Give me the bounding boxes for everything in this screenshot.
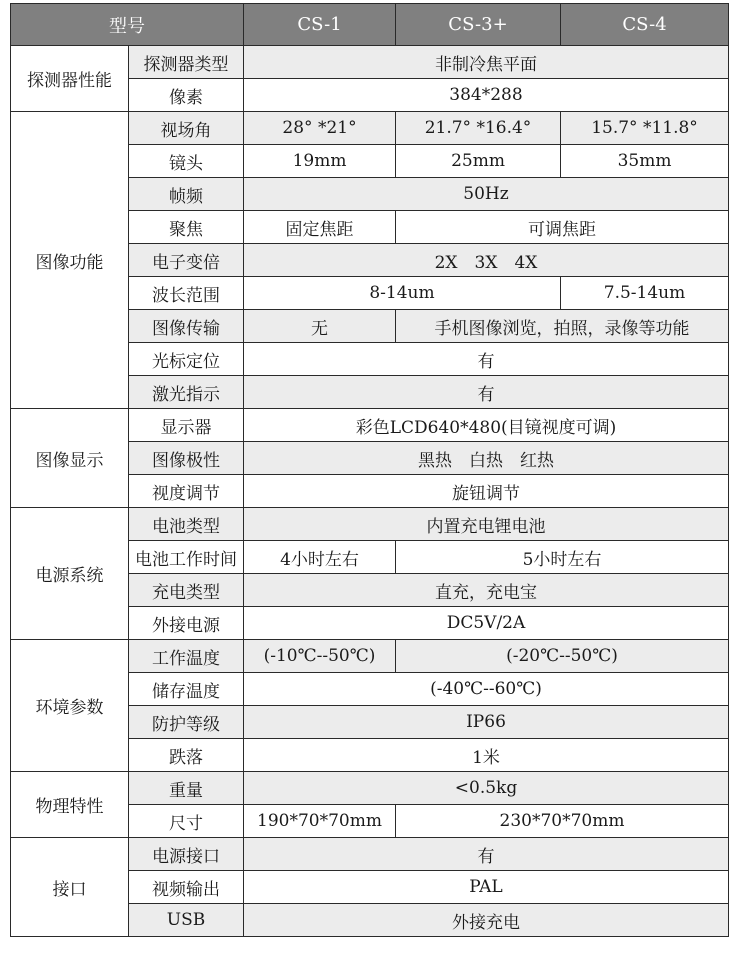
value-cell: 7.5-14um bbox=[561, 277, 729, 310]
param-label: 储存温度 bbox=[129, 673, 244, 706]
param-label: 工作温度 bbox=[129, 640, 244, 673]
header-model-cs3plus: CS-3+ bbox=[396, 4, 561, 46]
value-cell: 21.7° *16.4° bbox=[396, 112, 561, 145]
param-label: 充电类型 bbox=[129, 574, 244, 607]
category-interface: 接口 bbox=[11, 838, 129, 937]
value-cell: 彩色LCD640*480(目镜视度可调) bbox=[244, 409, 729, 442]
category-physical: 物理特性 bbox=[11, 772, 129, 838]
param-label: 电池类型 bbox=[129, 508, 244, 541]
param-label: 波长范围 bbox=[129, 277, 244, 310]
value-cell: 有 bbox=[244, 343, 729, 376]
value-cell: 手机图像浏览，拍照，录像等功能 bbox=[396, 310, 729, 343]
value-cell: 无 bbox=[244, 310, 396, 343]
category-imaging: 图像功能 bbox=[11, 112, 129, 409]
table-row bbox=[11, 838, 729, 871]
value-cell: 可调焦距 bbox=[396, 211, 729, 244]
param-label: 图像传输 bbox=[129, 310, 244, 343]
value-cell: (-10℃--50℃) bbox=[244, 640, 396, 673]
param-label: 尺寸 bbox=[129, 805, 244, 838]
value-cell: <0.5kg bbox=[244, 772, 729, 805]
param-label: 视场角 bbox=[129, 112, 244, 145]
param-label: 镜头 bbox=[129, 145, 244, 178]
value-cell: 190*70*70mm bbox=[244, 805, 396, 838]
param-label: 显示器 bbox=[129, 409, 244, 442]
value-cell: 384*288 bbox=[244, 79, 729, 112]
category-display: 图像显示 bbox=[11, 409, 129, 508]
param-label: 电子变倍 bbox=[129, 244, 244, 277]
header-row bbox=[11, 4, 729, 46]
table-row bbox=[11, 112, 729, 145]
value-cell: 4小时左右 bbox=[244, 541, 396, 574]
value-cell: 黑热 白热 红热 bbox=[244, 442, 729, 475]
param-label: 光标定位 bbox=[129, 343, 244, 376]
value-cell: 2X 3X 4X bbox=[244, 244, 729, 277]
param-label: 跌落 bbox=[129, 739, 244, 772]
value-cell: 外接充电 bbox=[244, 904, 729, 937]
table-row bbox=[11, 409, 729, 442]
spec-table-container bbox=[10, 3, 729, 937]
category-detector: 探测器性能 bbox=[11, 46, 129, 112]
value-cell: 19mm bbox=[244, 145, 396, 178]
value-cell: DC5V/2A bbox=[244, 607, 729, 640]
header-model-cs1: CS-1 bbox=[244, 4, 396, 46]
value-cell: IP66 bbox=[244, 706, 729, 739]
header-model-label: 型号 bbox=[11, 4, 244, 46]
param-label: 防护等级 bbox=[129, 706, 244, 739]
value-cell: 25mm bbox=[396, 145, 561, 178]
param-label: 视度调节 bbox=[129, 475, 244, 508]
value-cell: 有 bbox=[244, 838, 729, 871]
param-label: 电池工作时间 bbox=[129, 541, 244, 574]
category-power: 电源系统 bbox=[11, 508, 129, 640]
category-environment: 环境参数 bbox=[11, 640, 129, 772]
value-cell: 非制冷焦平面 bbox=[244, 46, 729, 79]
value-cell: 8-14um bbox=[244, 277, 561, 310]
value-cell: 15.7° *11.8° bbox=[561, 112, 729, 145]
value-cell: 28° *21° bbox=[244, 112, 396, 145]
param-label: 聚焦 bbox=[129, 211, 244, 244]
param-label: 重量 bbox=[129, 772, 244, 805]
value-cell: PAL bbox=[244, 871, 729, 904]
value-cell: 直充，充电宝 bbox=[244, 574, 729, 607]
param-label: 像素 bbox=[129, 79, 244, 112]
value-cell: 230*70*70mm bbox=[396, 805, 729, 838]
table-row bbox=[11, 772, 729, 805]
param-label: 外接电源 bbox=[129, 607, 244, 640]
table-row bbox=[11, 640, 729, 673]
param-label: 图像极性 bbox=[129, 442, 244, 475]
value-cell: 固定焦距 bbox=[244, 211, 396, 244]
value-cell: 1米 bbox=[244, 739, 729, 772]
value-cell: 5小时左右 bbox=[396, 541, 729, 574]
table-row bbox=[11, 46, 729, 79]
value-cell: (-40℃--60℃) bbox=[244, 673, 729, 706]
param-label: 帧频 bbox=[129, 178, 244, 211]
table-row bbox=[11, 508, 729, 541]
param-label: 电源接口 bbox=[129, 838, 244, 871]
value-cell: 有 bbox=[244, 376, 729, 409]
param-label: USB bbox=[129, 904, 244, 937]
value-cell: 内置充电锂电池 bbox=[244, 508, 729, 541]
param-label: 探测器类型 bbox=[129, 46, 244, 79]
param-label: 视频输出 bbox=[129, 871, 244, 904]
value-cell: (-20℃--50℃) bbox=[396, 640, 729, 673]
header-model-cs4: CS-4 bbox=[561, 4, 729, 46]
param-label: 激光指示 bbox=[129, 376, 244, 409]
value-cell: 旋钮调节 bbox=[244, 475, 729, 508]
spec-table bbox=[10, 3, 729, 937]
value-cell: 50Hz bbox=[244, 178, 729, 211]
value-cell: 35mm bbox=[561, 145, 729, 178]
